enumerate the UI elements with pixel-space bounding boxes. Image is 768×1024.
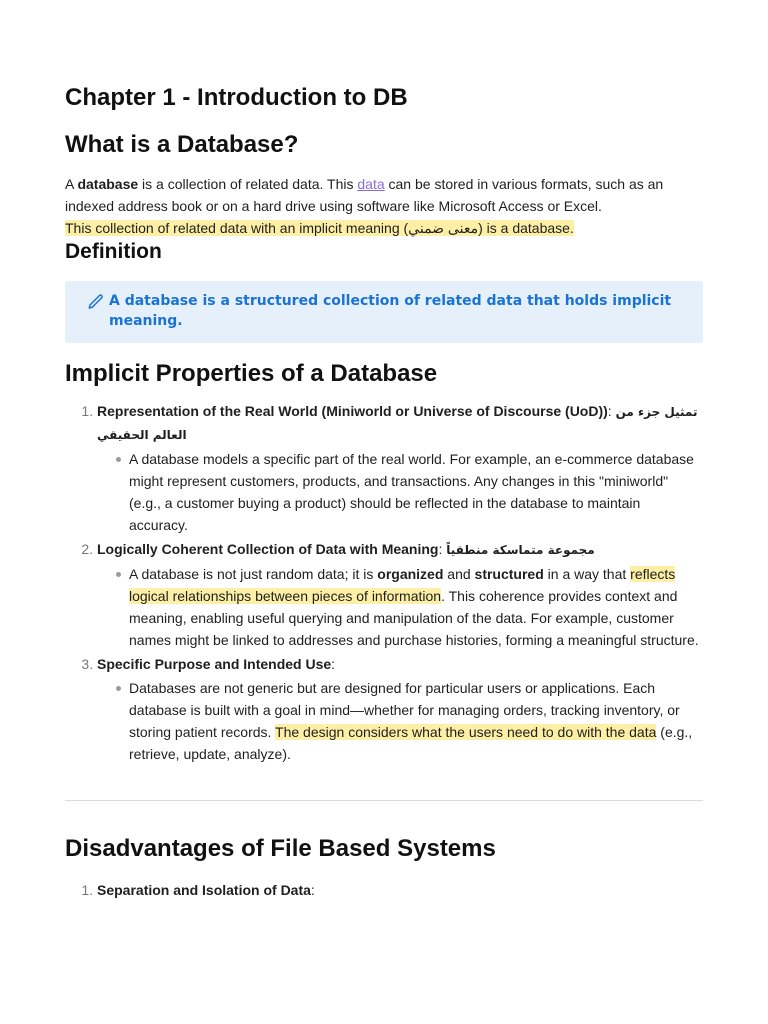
disadvantages-heading: Disadvantages of File Based Systems <box>65 835 496 862</box>
highlighted-sentence: This collection of related data with an implicit meaning (معنى ضمني) is a database. <box>65 220 574 236</box>
section-divider <box>65 800 703 801</box>
arabic-translation: تمثيل جزء من العالم الحقيقي <box>97 405 698 442</box>
highlighted-phrase: reflects logical relationships between pieces of information <box>129 566 676 604</box>
data-link[interactable]: data <box>357 176 385 192</box>
disadvantages-list <box>65 879 703 901</box>
list-item: 2. Logically Coherent Collection of Data with Meaning: مجموعة متماسكة منطقياً A database is not just random data; it is organized and structured in a way that reflects logical relationships between pieces of information. This coherence provides context and meaning, enabling useful querying and manipulation of the data. For example, customer names might be linked to addresses and purchase histories, forming a meaningful structure. <box>97 538 703 651</box>
implicit-properties-list <box>65 400 703 765</box>
definition-heading: Definition <box>65 240 162 263</box>
intro-paragraph: A database is a collection of related data. This data can be stored in various formats, such as an indexed address book or on a hard drive using software like Microsoft Access or Excel. This collection of related data with an implicit meaning (معنى ضمني) is a database. <box>65 176 664 236</box>
definition-callout <box>65 281 703 343</box>
definition-text: A database is a structured collection of related data that holds implicit meaning. <box>109 293 672 329</box>
list-item: A database models a specific part of the real world. For example, an e-commerce database might represent customers, products, and transactions. Any changes in this "miniworld" (e.g., a customer buying a product) should be reflected in the database to maintain accuracy. <box>129 448 703 536</box>
chapter-title: Chapter 1 - Introduction to DB <box>65 84 408 111</box>
section-title-what-is-database: What is a Database? <box>65 131 299 158</box>
list-item: A database is not just random data; it is organized and structured in a way that reflects logical relationships between pieces of information. This coherence provides context and meaning, enabling useful querying and manipulation of the data. For example, customer names might be linked to addresses and purchase histories, forming a meaningful structure. <box>129 563 703 651</box>
list-item: Databases are not generic but are designed for particular users or applications. Each database is built with a goal in mind—whether for managing orders, tracking inventory, or storing patient records. The design considers what the users need to do with the data (e.g., retrieve, update, analyze). <box>129 677 703 765</box>
list-item: 1. Separation and Isolation of Data: <box>97 879 703 901</box>
arabic-translation: مجموعة متماسكة منطقياً <box>446 543 595 557</box>
highlighted-phrase: The design considers what the users need to do with the data <box>275 724 657 740</box>
list-item: 1. Representation of the Real World (Miniworld or Universe of Discourse (UoD)): تمثيل جزء من العالم الحقيقي A database models a specific part of the real world. For example, an e-commerce database might represent customers, products, and transactions. Any changes in this "miniworld" (e.g., a customer buying a product) should be reflected in the database to maintain accuracy. <box>97 400 703 536</box>
pencil-icon <box>87 293 105 311</box>
bold-database: database <box>77 176 139 192</box>
list-item: 3. Specific Purpose and Intended Use: Databases are not generic but are designed for particular users or applications. Each database is built with a goal in mind—whether for managing orders, tracking inventory, or storing patient records. The design considers what the users need to do with the data (e.g., retrieve, update, analyze). <box>97 653 703 765</box>
implicit-properties-heading: Implicit Properties of a Database <box>65 360 438 387</box>
